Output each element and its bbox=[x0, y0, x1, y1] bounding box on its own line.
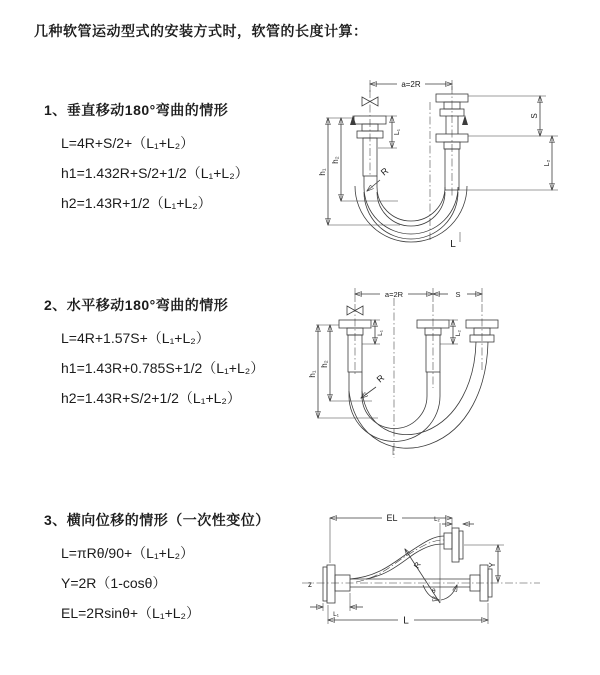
dim-label-h2: h₂ bbox=[331, 156, 340, 164]
dim-label-l: L bbox=[450, 239, 456, 250]
radius-label: R bbox=[412, 560, 423, 571]
hose-s-curve bbox=[350, 536, 444, 582]
dim-label-l2: L₂ bbox=[455, 329, 462, 337]
section-1-heading: 1、垂直移动180°弯曲的情形 bbox=[44, 102, 229, 118]
dim-label-h1: h₁ bbox=[318, 168, 327, 176]
dim-label-l1: L₁ bbox=[333, 611, 339, 618]
section-3-formulas bbox=[61, 538, 270, 628]
dim-label-s: S bbox=[530, 113, 539, 119]
section-2-formulas bbox=[61, 323, 264, 413]
left-flange bbox=[323, 565, 350, 603]
formula-line: h1=1.432R+S/2+1/2（L₁+L₂） bbox=[61, 165, 249, 181]
dim-label-s: S bbox=[455, 290, 461, 299]
formula-line: EL=2Rsinθ+（L₁+L₂） bbox=[61, 605, 200, 621]
section-2 bbox=[44, 295, 264, 413]
dim-label-el: EL bbox=[386, 513, 398, 523]
diagram-lateral-displacement bbox=[298, 503, 600, 651]
diagram-horizontal-180-bend bbox=[300, 278, 595, 463]
radius-label: R bbox=[378, 165, 391, 178]
angle-label-theta: θ bbox=[432, 588, 436, 595]
dim-label-a2r: a=2R bbox=[384, 290, 404, 299]
formula-line: L=4R+1.57S+（L₁+L₂） bbox=[61, 330, 210, 346]
formula-line: Y=2R（1-cosθ） bbox=[61, 575, 167, 591]
formula-line: h1=1.43R+0.785S+1/2（L₁+L₂） bbox=[61, 360, 265, 376]
hose-loop bbox=[349, 342, 488, 448]
section-2-heading: 2、水平移动180°弯曲的情形 bbox=[44, 297, 229, 313]
dim-label-l1: L₁ bbox=[394, 128, 401, 136]
section-3-heading: 3、横向位移的情形（一次性变位） bbox=[44, 512, 270, 528]
dim-label-l2: L₂ bbox=[434, 517, 440, 523]
dim-label-h1: h₁ bbox=[308, 370, 317, 378]
formula-line: h2=1.43R+1/2（L₁+L₂） bbox=[61, 195, 212, 211]
dim-label-y: Y bbox=[488, 562, 497, 568]
hose-loop bbox=[355, 176, 467, 242]
dim-label-l: L bbox=[403, 615, 409, 627]
dim-label-h2: h₂ bbox=[320, 360, 329, 368]
diagram-vertical-180-bend bbox=[300, 70, 580, 255]
formula-line: h2=1.43R+S/2+1/2（L₁+L₂） bbox=[61, 390, 241, 406]
formula-line: L=πRθ/90+（L₁+L₂） bbox=[61, 545, 195, 561]
right-upper-flange bbox=[444, 528, 463, 562]
dim-label-a2r: a=2R bbox=[401, 80, 421, 89]
radius-label: R bbox=[374, 372, 387, 385]
section-1 bbox=[44, 100, 249, 218]
section-1-formulas bbox=[61, 128, 249, 218]
centerline bbox=[355, 304, 482, 388]
motion-arrow-icon bbox=[350, 115, 356, 125]
motion-arrow-icon bbox=[462, 115, 468, 125]
section-3 bbox=[44, 510, 270, 628]
page-title: 几种软管运动型式的安装方式时，软管的长度计算： bbox=[34, 23, 368, 39]
dim-label-l2: L₂ bbox=[544, 159, 551, 167]
formula-line: L=4R+S/2+（L₁+L₂） bbox=[61, 135, 195, 151]
dim-label-l1: L₁ bbox=[377, 330, 384, 336]
axis-label-z: z bbox=[308, 580, 312, 589]
